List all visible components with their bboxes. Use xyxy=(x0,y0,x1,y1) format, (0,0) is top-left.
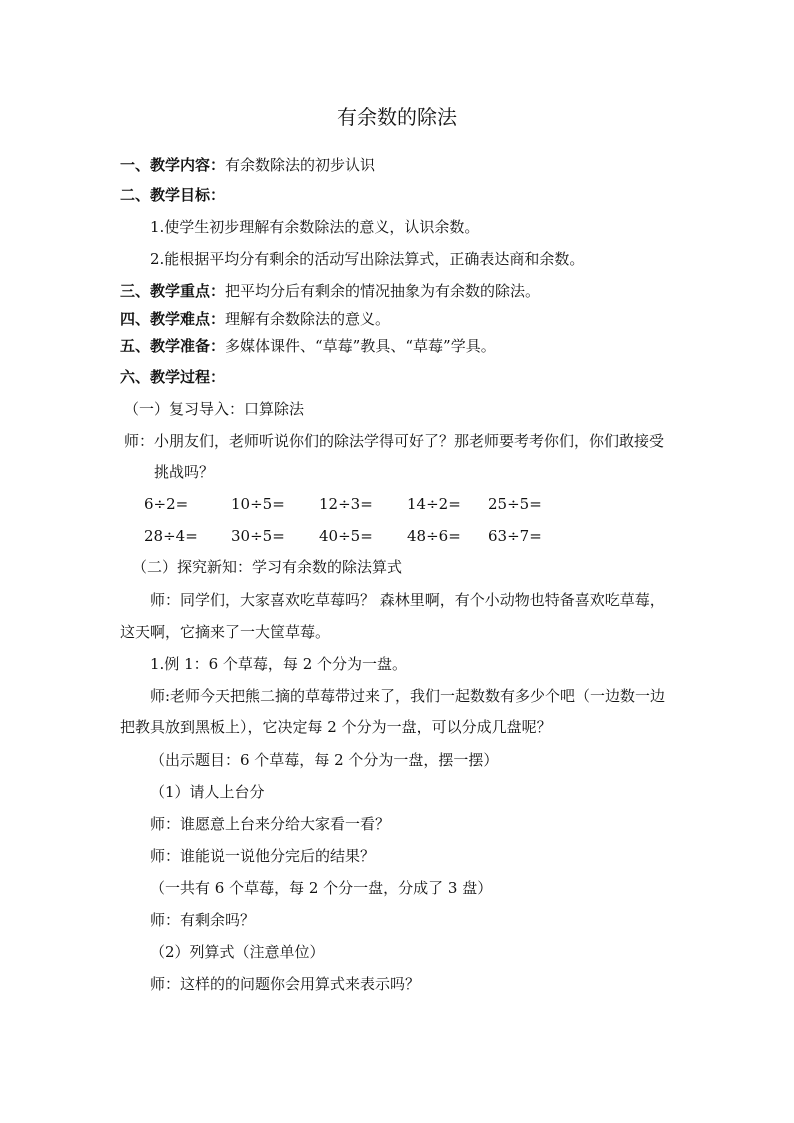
paragraph-line: 师：同学们，大家喜欢吃草莓吗？ 森林里啊，有个小动物也特备喜欢吃草莓， xyxy=(150,591,665,609)
section-text: 理解有余数除法的意义。 xyxy=(225,310,391,328)
calc-item: 40÷5= xyxy=(319,527,373,545)
section-label: 一、教学内容： xyxy=(120,156,226,174)
section-key-point xyxy=(120,281,540,301)
section-text: 有余数除法的初步认识 xyxy=(225,156,376,174)
part2-heading: （二）探究新知：学习有余数的除法算式 xyxy=(132,558,403,576)
paragraph-line: 师：这样的的问题你会用算式来表示吗？ xyxy=(150,975,421,993)
section-content xyxy=(120,155,375,175)
step-2: （2）列算式（注意单位） xyxy=(150,943,325,961)
example-1: 1.例 1：6 个草莓，每 2 个分为一盘。 xyxy=(150,655,408,673)
section-process-label: 六、教学过程： xyxy=(120,368,226,386)
paragraph-line: 把教具放到黑板上），它决定每 2 个分为一盘，可以分成几盘呢？ xyxy=(120,718,552,736)
step-1: （1）请人上台分 xyxy=(150,783,265,801)
section-label: 五、教学准备： xyxy=(120,337,226,355)
calc-item: 25÷5= xyxy=(488,495,542,513)
calc-item: 63÷7= xyxy=(488,527,542,545)
paragraph-line: 师:老师今天把熊二摘的草莓带过来了，我们一起数数有多少个吧（一边数一边 xyxy=(150,687,666,705)
page-title: 有余数的除法 xyxy=(337,105,457,129)
section-text: 多媒体课件、“草莓”教具、“草莓”学具。 xyxy=(225,337,496,355)
calc-item: 14÷2= xyxy=(407,495,461,513)
calc-item: 6÷2= xyxy=(144,495,189,513)
section-goals-label: 二、教学目标： xyxy=(120,186,226,204)
calc-item: 28÷4= xyxy=(144,527,198,545)
paragraph-line: （一共有 6 个草莓，每 2 个分一盘，分成了 3 盘） xyxy=(150,879,493,897)
calc-item: 30÷5= xyxy=(231,527,285,545)
calc-item: 12÷3= xyxy=(319,495,373,513)
goal-item-2: 2.能根据平均分有剩余的活动写出除法算式，正确表达商和余数。 xyxy=(150,250,585,268)
section-label: 四、教学难点： xyxy=(120,310,226,328)
paragraph-line: 挑战吗？ xyxy=(154,463,215,481)
section-preparation xyxy=(120,336,496,356)
paragraph-line: 师：谁愿意上台来分给大家看一看？ xyxy=(150,815,391,833)
section-text: 把平均分后有剩余的情况抽象为有余数的除法。 xyxy=(225,282,541,300)
paragraph-line: 师：有剩余吗？ xyxy=(150,911,256,929)
section-difficulty xyxy=(120,309,390,329)
section-label: 三、教学重点： xyxy=(120,282,226,300)
paragraph-line: 这天啊，它摘来了一大筐草莓。 xyxy=(120,623,331,641)
calc-item: 10÷5= xyxy=(231,495,285,513)
calc-item: 48÷6= xyxy=(407,527,461,545)
paragraph-line: （出示题目：6 个草莓，每 2 个分为一盘，摆一摆） xyxy=(150,751,499,769)
part1-heading: （一）复习导入：口算除法 xyxy=(124,400,305,418)
paragraph-line: 师：谁能说一说他分完后的结果？ xyxy=(150,847,376,865)
goal-item-1: 1.使学生初步理解有余数除法的意义，认识余数。 xyxy=(150,218,480,236)
paragraph-line: 师：小朋友们，老师听说你们的除法学得可好了？那老师要考考你们，你们敢接受 xyxy=(124,432,665,450)
